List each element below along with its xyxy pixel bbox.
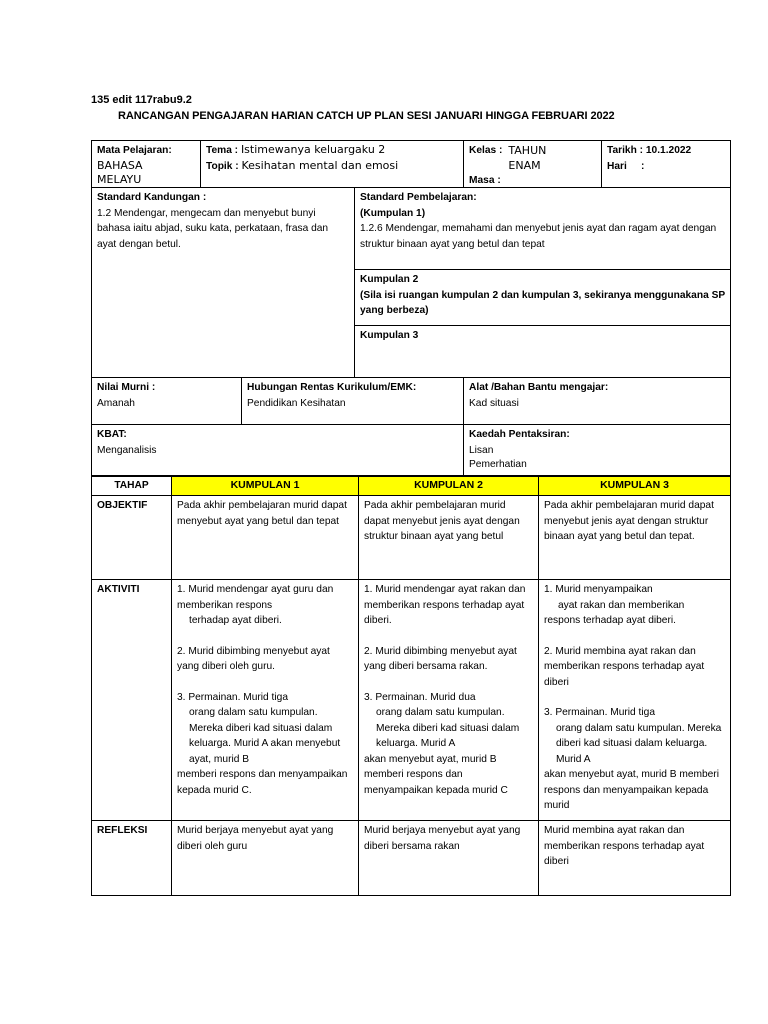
akt3-item-1b: ayat rakan dan memberikan xyxy=(558,599,685,611)
akt1-item-3: 3. Permainan. Murid tiga xyxy=(177,691,288,703)
sp-k2-label: Kumpulan 2 xyxy=(360,274,419,285)
akt1-item-1b: terhadap ayat diberi. xyxy=(189,615,282,626)
mata-pelajaran-value: BAHASA MELAYU xyxy=(97,158,143,186)
kumpulan1-header: KUMPULAN 1 xyxy=(171,476,359,496)
akt1-item-1: 1. Murid mendengar ayat guru dan memberikan respons xyxy=(177,584,334,611)
objektif-k3-cell: Pada akhir pembelajaran murid dapat menyebut jenis ayat dengan struktur binaan ayat yang betul dan tepat. xyxy=(538,495,731,580)
refleksi-k2-cell: Murid berjaya menyebut ayat yang diberi bersama rakan xyxy=(358,820,539,896)
kbat-label: KBAT: xyxy=(97,429,127,440)
alat-value: Kad situasi xyxy=(469,397,519,409)
tarikh-cell xyxy=(601,140,731,188)
objektif-label-cell: OBJEKTIF xyxy=(91,495,172,580)
tahap-header: TAHAP xyxy=(91,476,172,496)
standard-kandungan-cell xyxy=(91,187,355,378)
hubungan-label: Hubungan Rentas Kurikulum/EMK: xyxy=(247,382,417,393)
refleksi-k3-cell: Murid membina ayat rakan dan memberikan respons terhadap ayat diberi xyxy=(538,820,731,896)
refleksi-k1-cell: Murid berjaya menyebut ayat yang diberi oleh guru xyxy=(171,820,359,896)
kumpulan2-header: KUMPULAN 2 xyxy=(358,476,539,496)
akt1-item-2: 2. Murid dibimbing menyebut ayat yang diberi oleh guru. xyxy=(177,645,330,672)
akt2-item-3: 3. Permainan. Murid dua xyxy=(364,691,476,703)
standard-kandungan-label: Standard Kandungan : xyxy=(97,192,207,203)
nilai-murni-cell xyxy=(91,377,242,425)
hubungan-cell xyxy=(241,377,464,425)
sp-kumpulan1-cell xyxy=(354,187,731,270)
tarikh-label: Tarikh : 10.1.2022 xyxy=(607,145,692,156)
sp-kumpulan2-cell xyxy=(354,269,731,326)
aktiviti-k3-cell xyxy=(538,579,731,821)
akt3-item-2: 2. Murid membina ayat rakan dan memberikan respons terhadap ayat diberi xyxy=(544,645,705,688)
standard-kandungan-text: 1.2 Mendengar, mengecam dan menyebut bunyi bahasa iaitu abjad, suku kata, perkataan, frasa dan ayat dengan betul. xyxy=(97,207,329,250)
akt3-item-3c: akan menyebut ayat, murid B memberi respons dan menyampaikan kepada murid xyxy=(544,769,719,811)
document-title: RANCANGAN PENGAJARAN HARIAN CATCH UP PLAN SESI JANUARI HINGGA FEBRUARI 2022 xyxy=(118,110,615,122)
topik-value: Kesihatan mental dan emosi xyxy=(241,158,399,172)
akt2-item-3c: akan menyebut ayat, murid B memberi respons dan menyampaikan kepada murid C xyxy=(364,753,508,796)
aktiviti-k1-cell xyxy=(171,579,359,821)
hubungan-value: Pendidikan Kesihatan xyxy=(247,397,346,409)
sp-k1-text: 1.2.6 Mendengar, memahami dan menyebut jenis ayat dan ragam ayat dengan struktur binaan ayat yang betul dan tepat xyxy=(360,223,717,250)
topik-label: Topik : xyxy=(206,160,239,172)
objektif-k1-cell: Pada akhir pembelajaran murid dapat menyebut ayat yang betul dan tepat xyxy=(171,495,359,580)
akt1-item-3b: orang dalam satu kumpulan. Mereka diberi kad situasi dalam keluarga. Murid A akan menyebut ayat, murid B xyxy=(189,707,341,765)
tema-value: Istimewanya keluargaku 2 xyxy=(240,143,386,156)
kaedah-value-1: Lisan xyxy=(469,444,494,456)
akt3-item-1c: respons terhadap ayat diberi. xyxy=(544,615,676,626)
akt2-item-1: 1. Murid mendengar ayat rakan dan memberikan respons terhadap ayat diberi. xyxy=(364,584,526,626)
akt1-item-3c: memberi respons dan menyampaikan kepada murid C. xyxy=(177,769,348,796)
kumpulan3-header: KUMPULAN 3 xyxy=(538,476,731,496)
aktiviti-label-cell: AKTIVITI xyxy=(91,579,172,821)
akt2-item-3b: orang dalam satu kumpulan. Mereka diberi kad situasi dalam keluarga. Murid A xyxy=(376,707,520,749)
nilai-murni-label: Nilai Murni : xyxy=(97,382,156,393)
aktiviti-k2-cell xyxy=(358,579,539,821)
masa-label: Masa : xyxy=(469,175,501,186)
tema-label: Tema : xyxy=(206,145,239,156)
kaedah-value-2: Pemerhatian xyxy=(469,459,527,470)
standard-pembelajaran-label: Standard Pembelajaran: xyxy=(360,192,477,203)
kelas-value: TAHUN ENAM xyxy=(508,144,547,172)
kbat-cell xyxy=(91,424,464,476)
akt3-item-1: 1. Murid menyampaikan xyxy=(544,584,653,595)
refleksi-label-cell: REFLEKSI xyxy=(91,820,172,896)
kelas-label: Kelas : xyxy=(469,145,503,156)
kelas-cell xyxy=(463,140,602,188)
mata-pelajaran-cell xyxy=(91,140,201,188)
kbat-value: Menganalisis xyxy=(97,444,157,456)
objektif-k2-cell: Pada akhir pembelajaran murid dapat menyebut jenis ayat dengan struktur binaan ayat yang betul xyxy=(358,495,539,580)
mata-pelajaran-label: Mata Pelajaran: xyxy=(97,145,172,156)
sp-kumpulan3-cell xyxy=(354,325,731,378)
akt3-item-3b: orang dalam satu kumpulan. Mereka diberi kad situasi dalam keluarga. Murid A xyxy=(556,722,722,765)
alat-cell xyxy=(463,377,731,425)
tema-topik-cell xyxy=(200,140,464,188)
sp-k2-note: (Sila isi ruangan kumpulan 2 dan kumpulan 3, sekiranya menggunakana SP yang berbeza) xyxy=(360,289,725,316)
kaedah-label: Kaedah Pentaksiran: xyxy=(469,429,570,440)
kaedah-cell xyxy=(463,424,731,476)
sp-k3-label: Kumpulan 3 xyxy=(360,330,419,341)
document-code: 135 edit 117rabu9.2 xyxy=(91,94,192,106)
akt2-item-2: 2. Murid dibimbing menyebut ayat yang diberi bersama rakan. xyxy=(364,645,517,672)
akt3-item-3: 3. Permainan. Murid tiga xyxy=(544,707,655,718)
alat-label: Alat /Bahan Bantu mengajar: xyxy=(469,382,609,393)
sp-k1-label: (Kumpulan 1) xyxy=(360,207,426,219)
hari-label: Hari : xyxy=(607,160,645,172)
nilai-murni-value: Amanah xyxy=(97,397,135,409)
